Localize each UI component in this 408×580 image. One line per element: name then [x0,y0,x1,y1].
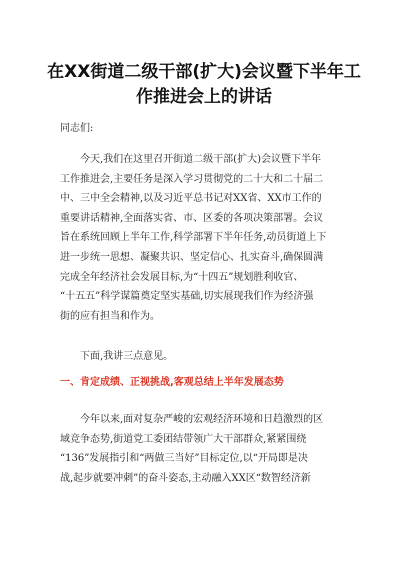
paragraph-line: 中、三中全会精神,以及习近平总书记对XX省、XX市工作的 [60,193,322,205]
paragraph-line: 重要讲话精神,全面落实省、市、区委的各项决策部署。会议 [60,212,324,224]
paragraph-line: 工作推进会,主要任务是深入学习贯彻党的二十大和二十届二 [60,173,324,185]
section-heading: 一、肯定成绩、正视挑战,客观总结上半年发展态势 [60,377,284,388]
section-paragraph [60,410,352,488]
paragraph-line: 完成全年经济社会发展目标,为“十四五”规划胜利收官、 [60,271,304,283]
paragraph-line: 街的应有担当和作为。 [60,310,160,322]
title-line: 在XX街道二级干部(扩大)会议暨下半年工 [47,62,361,82]
paragraph-line: 战,起步就要冲刺”的奋斗姿态,主动融入XX区“数智经济新 [60,472,311,484]
paragraph-line: 旨在系统回顾上半年工作,科学部署下半年任务,动员街道上下 [60,232,327,244]
title-line: 作推进会上的讲话 [136,87,272,107]
paragraph-line: 下面,我讲三点意见。 [80,351,174,362]
paragraph-line: 进一步统一思想、凝聚共识、坚定信心、扎实奋斗,确保圆满 [60,251,324,263]
intro-paragraph [60,150,352,326]
paragraph-line: 今天,我们在这里召开街道二级干部(扩大)会议暨下半年 [80,154,321,165]
salutation: 同志们: [60,123,94,134]
paragraph-line: “十五五”科学谋篇奠定坚实基础,切实展现我们作为经济强 [60,291,314,303]
outline-paragraph [60,347,352,367]
paragraph-line: “136”发展指引和“两做三当好”目标定位,以“开局即是决 [60,453,308,465]
document-title [0,60,408,110]
paragraph-line: 域竞争态势,街道党工委团结带领广大干部群众,紧紧围绕 [60,433,307,445]
paragraph-line: 今年以来,面对复杂严峻的宏观经济环境和日趋激烈的区 [80,414,324,425]
